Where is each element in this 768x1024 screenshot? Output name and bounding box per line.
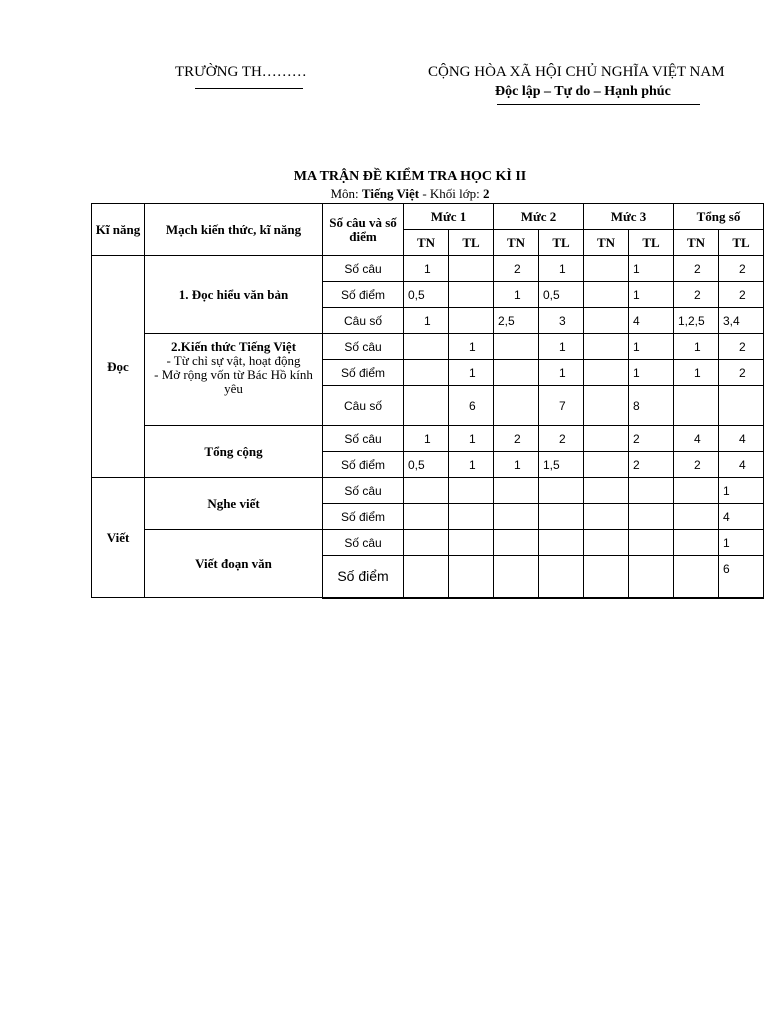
cell: 4 [719, 452, 764, 478]
header-tl: TL [539, 230, 584, 256]
header-tl: TL [449, 230, 494, 256]
cell: 8 [629, 386, 674, 426]
cell: 1 [494, 282, 539, 308]
table-row [92, 334, 764, 360]
cell: 0,5 [404, 452, 449, 478]
cell: 1 [674, 360, 719, 386]
cell [449, 478, 494, 504]
cell: 7 [539, 386, 584, 426]
cell [404, 478, 449, 504]
header-count: Số câu và số điểm [323, 204, 404, 256]
cell: 1 [719, 478, 764, 504]
school-name: TRƯỜNG TH……… [175, 64, 307, 80]
header-tn: TN [494, 230, 539, 256]
header-level-3: Mức 3 [584, 204, 674, 230]
cell: 2 [674, 282, 719, 308]
cell: 1 [539, 360, 584, 386]
header-tn: TN [584, 230, 629, 256]
row-label: Số điểm [323, 452, 404, 478]
grade-prefix: - Khối lớp: [422, 186, 480, 201]
cell [404, 556, 449, 598]
cell [494, 530, 539, 556]
cell [494, 478, 539, 504]
cell [584, 360, 629, 386]
cell: 1 [629, 334, 674, 360]
cell [584, 256, 629, 282]
row-label: Số câu [323, 334, 404, 360]
cell [449, 282, 494, 308]
cell [629, 504, 674, 530]
row-label: Số câu [323, 256, 404, 282]
cell [494, 386, 539, 426]
header-tn: TN [674, 230, 719, 256]
cell: 1 [404, 426, 449, 452]
cell: 3,4 [719, 308, 764, 334]
cell: 1 [494, 452, 539, 478]
cell [629, 478, 674, 504]
topic-reading-comprehension: 1. Đọc hiểu văn bản [145, 256, 323, 334]
cell [449, 308, 494, 334]
cell: 2 [494, 256, 539, 282]
cell [539, 478, 584, 504]
cell: 1 [629, 360, 674, 386]
cell [449, 256, 494, 282]
subject-line [0, 186, 768, 202]
header-topic: Mạch kiến thức, kĩ năng [145, 204, 323, 256]
cell: 1,2,5 [674, 308, 719, 334]
cell [404, 386, 449, 426]
skill-writing: Viết [92, 478, 145, 598]
cell [674, 530, 719, 556]
cell [449, 530, 494, 556]
nation-title: CỘNG HÒA XÃ HỘI CHỦ NGHĨA VIỆT NAM [428, 64, 725, 80]
cell: 2,5 [494, 308, 539, 334]
cell: 0,5 [539, 282, 584, 308]
cell: 1 [449, 334, 494, 360]
cell [584, 386, 629, 426]
topic-paragraph-writing: Viết đoạn văn [145, 530, 323, 598]
cell: 2 [674, 452, 719, 478]
topic-vietnamese-knowledge [145, 334, 323, 426]
cell: 3 [539, 308, 584, 334]
row-label: Số điểm [323, 504, 404, 530]
header-skill: Kĩ năng [92, 204, 145, 256]
row-label: Số điểm [323, 556, 404, 598]
test-matrix-table [91, 203, 764, 599]
cell: 1,5 [539, 452, 584, 478]
cell [584, 504, 629, 530]
national-motto: Độc lập – Tự do – Hạnh phúc [495, 84, 671, 99]
cell: 1 [629, 256, 674, 282]
row-label: Câu số [323, 308, 404, 334]
cell [494, 360, 539, 386]
header-level-2: Mức 2 [494, 204, 584, 230]
cell: 1 [539, 256, 584, 282]
topic-reading-total: Tổng cộng [145, 426, 323, 478]
cell: 2 [539, 426, 584, 452]
topic-dictation: Nghe viết [145, 478, 323, 530]
cell [449, 504, 494, 530]
cell: 1 [404, 308, 449, 334]
cell [584, 426, 629, 452]
cell: 1 [404, 256, 449, 282]
subject-name: Tiếng Việt [361, 186, 420, 201]
topic-line: - Từ chỉ sự vật, hoạt động [166, 353, 301, 368]
header-tn: TN [404, 230, 449, 256]
topic-line: - Mở rộng vốn từ Bác Hồ kính yêu [154, 367, 313, 396]
header-total: Tổng số [674, 204, 764, 230]
cell [584, 334, 629, 360]
cell: 0,5 [404, 282, 449, 308]
cell [584, 282, 629, 308]
cell [404, 334, 449, 360]
cell [449, 556, 494, 598]
cell: 2 [719, 360, 764, 386]
row-label: Số câu [323, 478, 404, 504]
cell [719, 386, 764, 426]
table-row [92, 478, 764, 504]
cell [539, 504, 584, 530]
cell [494, 334, 539, 360]
row-label: Câu số [323, 386, 404, 426]
table-row [92, 256, 764, 282]
cell [539, 530, 584, 556]
cell: 4 [719, 504, 764, 530]
cell: 1 [449, 452, 494, 478]
cell: 1 [719, 530, 764, 556]
header-tl: TL [629, 230, 674, 256]
subject-prefix: Môn: [330, 186, 359, 201]
cell [674, 556, 719, 598]
skill-reading: Đọc [92, 256, 145, 478]
cell: 1 [449, 360, 494, 386]
cell: 4 [629, 308, 674, 334]
cell: 2 [629, 426, 674, 452]
cell [629, 530, 674, 556]
cell: 1 [449, 426, 494, 452]
cell: 2 [674, 256, 719, 282]
cell: 4 [674, 426, 719, 452]
row-label: Số điểm [323, 360, 404, 386]
cell: 1 [539, 334, 584, 360]
cell [584, 308, 629, 334]
school-underline [195, 88, 303, 89]
cell [584, 556, 629, 598]
cell: 4 [719, 426, 764, 452]
cell [674, 504, 719, 530]
cell: 2 [719, 256, 764, 282]
cell [584, 452, 629, 478]
cell [629, 556, 674, 598]
topic-vietnamese-knowledge-title: 2.Kiến thức Tiếng Việt [170, 339, 297, 354]
header-level-1: Mức 1 [404, 204, 494, 230]
cell [494, 504, 539, 530]
row-label: Số điểm [323, 282, 404, 308]
grade-value: 2 [483, 186, 490, 201]
cell [674, 478, 719, 504]
row-label: Số câu [323, 530, 404, 556]
cell: 1 [629, 282, 674, 308]
row-label: Số câu [323, 426, 404, 452]
motto-underline [497, 104, 700, 105]
cell [674, 386, 719, 426]
cell: 6 [719, 556, 764, 598]
cell [539, 556, 584, 598]
cell: 6 [449, 386, 494, 426]
cell: 2 [629, 452, 674, 478]
cell [584, 530, 629, 556]
cell: 2 [494, 426, 539, 452]
document-title: MA TRẬN ĐỀ KIỂM TRA HỌC KÌ II [293, 169, 527, 184]
cell: 2 [719, 334, 764, 360]
table-row [92, 530, 764, 556]
header-tl: TL [719, 230, 764, 256]
cell [584, 478, 629, 504]
cell [404, 360, 449, 386]
cell [404, 504, 449, 530]
table-row [92, 426, 764, 452]
cell [494, 556, 539, 598]
cell: 2 [719, 282, 764, 308]
cell [404, 530, 449, 556]
cell: 1 [674, 334, 719, 360]
